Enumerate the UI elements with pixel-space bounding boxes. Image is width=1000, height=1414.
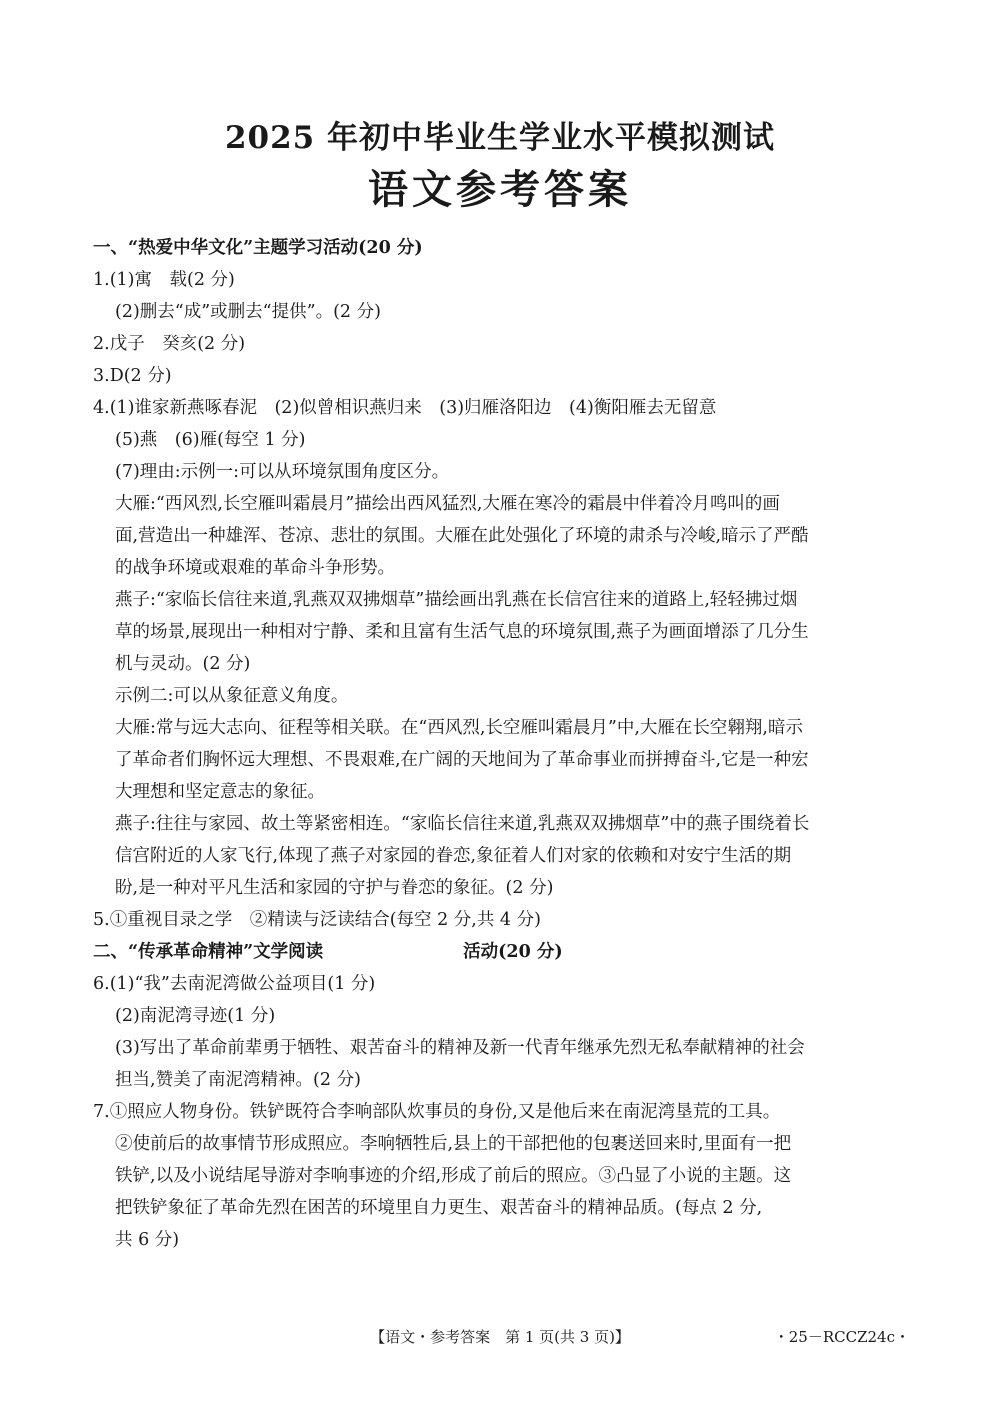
answer-line: 把铁铲象征了革命先烈在困苦的环境里自力更生、艰苦奋斗的精神品质。(每点 2 分, — [115, 1198, 763, 1218]
answer-line: (5)燕 (6)雁(每空 1 分) — [115, 430, 306, 450]
answer-line: 2.戊子 癸亥(2 分) — [93, 334, 246, 354]
answer-line: (3)写出了革命前辈勇于牺牲、艰苦奋斗的精神及新一代青年继承先烈无私奉献精神的社会 — [115, 1038, 805, 1058]
answer-line: 7.①照应人物身份。铁铲既符合李响部队炊事员的身份,又是他后来在南泥湾垦荒的工具。 — [93, 1102, 781, 1122]
answer-line: 大雁:“西风烈,长空雁叫霜晨月”描绘出西风猛烈,大雁在寒冷的霜晨中伴着冷月鸣叫的画 — [115, 494, 780, 514]
answer-line: 6.(1)“我”去南泥湾做公益项目(1 分) — [93, 974, 376, 994]
exam-title: 2025 年初中毕业生学业水平模拟测试 — [224, 120, 776, 156]
answer-line: 盼,是一种对平凡生活和家园的守护与眷恋的象征。(2 分) — [115, 878, 554, 898]
answer-line: 大理想和坚定意志的象征。 — [115, 782, 325, 802]
section-heading — [93, 936, 913, 968]
answer-line: 担当,赞美了南泥湾精神。(2 分) — [115, 1070, 361, 1090]
page-title: 语文参考答案 — [368, 166, 632, 213]
answer-line: ②使前后的故事情节形成照应。李响牺牲后,县上的干部把他的包裹送回来时,里面有一把 — [115, 1134, 792, 1154]
answer-line: (2)南泥湾寻迹(1 分) — [115, 1006, 276, 1026]
answer-line: 1.(1)寓 载(2 分) — [93, 270, 235, 290]
answer-line: 3.D(2 分) — [93, 366, 172, 386]
answer-content — [93, 232, 913, 1256]
answer-line: 信宫附近的人家飞行,体现了燕子对家园的眷恋,象征着人们对家的依赖和对安宁生活的期 — [115, 846, 792, 866]
page-number-label: 【语文・参考答案 第 1 页(共 3 页)】 — [370, 1328, 630, 1346]
answer-line: 铁铲,以及小说结尾导游对李响事迹的介绍,形成了前后的照应。③凸显了小说的主题。这 — [115, 1166, 792, 1186]
section-heading-part: 活动(20 分) — [463, 942, 563, 962]
answer-line: 4.(1)谁家新燕啄春泥 (2)似曾相识燕归来 (3)归雁洛阳边 (4)衡阳雁去无留意 — [93, 398, 717, 418]
answer-line: 机与灵动。(2 分) — [115, 654, 251, 674]
answer-line: 草的场景,展现出一种相对宁静、柔和且富有生活气息的环境氛围,燕子为画面增添了几分生 — [115, 622, 809, 642]
answer-line: 大雁:常与远大志向、征程等相关联。在“西风烈,长空雁叫霜晨月”中,大雁在长空翱翔,暗示 — [115, 718, 803, 738]
answer-line: 面,营造出一种雄浑、苍凉、悲壮的氛围。大雁在此处强化了环境的肃杀与冷峻,暗示了严酷 — [115, 526, 809, 546]
answer-line: 示例二:可以从象征意义角度。 — [115, 686, 349, 706]
answer-line: (2)删去“成”或删去“提供”。(2 分) — [115, 302, 381, 322]
page-footer — [0, 1326, 1000, 1350]
section-heading: 一、“热爱中华文化”主题学习活动(20 分) — [93, 238, 423, 258]
answer-line: 5.①重视目录之学 ②精读与泛读结合(每空 2 分,共 4 分) — [93, 910, 541, 930]
answer-line: 的战争环境或艰难的革命斗争形势。 — [115, 558, 395, 578]
answer-line: 共 6 分) — [115, 1230, 180, 1250]
answer-line: 燕子:“家临长信往来道,乳燕双双拂烟草”描绘画出乳燕在长信宫往来的道路上,轻轻拂过烟 — [115, 590, 798, 610]
answer-line: (7)理由:示例一:可以从环境氛围角度区分。 — [115, 462, 450, 482]
answer-line: 燕子:往往与家园、故土等紧密相连。“家临长信往来道,乳燕双双拂烟草”中的燕子围绕着长 — [115, 814, 810, 834]
answer-line: 了革命者们胸怀远大理想、不畏艰难,在广阔的天地间为了革命事业而拼搏奋斗,它是一种宏 — [115, 750, 809, 770]
document-code: ・25－RCCZ24c・ — [773, 1328, 910, 1346]
section-heading-part: 二、“传承革命精神”文学阅读 — [93, 942, 324, 962]
